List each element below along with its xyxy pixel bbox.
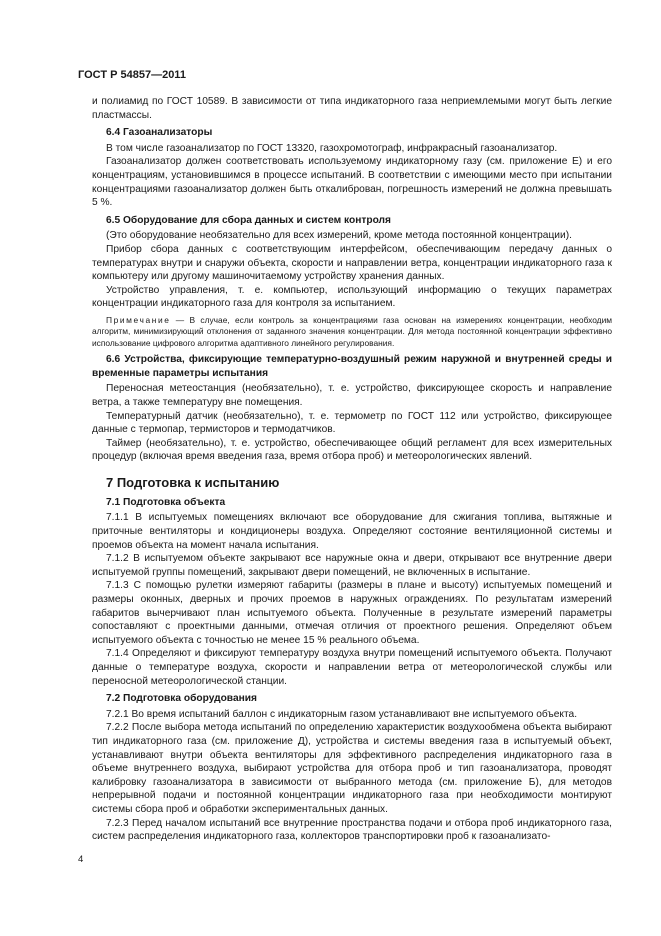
note-label: Примечание xyxy=(106,314,171,325)
section-heading: 7 Подготовка к испытанию xyxy=(106,474,280,490)
paragraph: В том числе газоанализатор по ГОСТ 13320, газохромотограф, инфракрасный газоанализатор. xyxy=(106,142,558,154)
paragraph: Прибор сбора данных с соответствующим интерфейсом, обеспечивающим передачу данных о температурах внутри и снаружи объекта, скорости и направлении ветра, концентрации индикаторного газа к компьютеру или другому машиночитаемому устройству хранения данных. xyxy=(92,243,612,283)
paragraph: 7.1.4 Определяют и фиксируют температуру воздуха внутри помещений испытуемого объекта. Получают данные о температуре воздуха, скорости и направлении ветра от метеорологической службы или переносной метеорологической станции. xyxy=(92,648,612,687)
subsection-heading: 7.2 Подготовка оборудования xyxy=(106,693,257,705)
page-number: 4 xyxy=(78,854,84,865)
paragraph: 7.1.3 С помощью рулетки измеряют габариты (размеры в плане и высоту) испытуемых помещений и размеры оконных, дверных и прочих проемов в наружных ограждениях. По результатам измерений габаритов вычерчивают план испытуемого объекта. Полученные в результате измерений параметры сопоставляют с проектными данными, отмечая отличия от проектного решения. Определяют объем испытуемого объекта с точностью не менее 15 % реального объема. xyxy=(92,580,612,646)
document-header: ГОСТ Р 54857—2011 xyxy=(78,69,186,81)
subsection-heading: 7.1 Подготовка объекта xyxy=(106,496,226,508)
paragraph: 7.2.3 Перед началом испытаний все внутренние пространства подачи и отбора проб индикаторного газа, систем распределения индикаторного газа, коллекторов транспортировки проб к газоанализато- xyxy=(92,817,612,843)
note xyxy=(92,315,612,349)
subsection-heading: 6.4 Газоанализаторы xyxy=(106,127,213,139)
paragraph: Переносная метеостанция (необязательно), т. е. устройство, фиксирующее скорость и направление ветра, а также температуру вне помещения. xyxy=(92,383,612,408)
paragraph: 7.1.1 В испытуемых помещениях включают все оборудование для сжигания топлива, вытяжные и приточные вентиляторы и кондиционеры воздуха. Определяют состояние вентиляционной системы и проемов объекта на момент начала испытания. xyxy=(92,512,612,551)
paragraph: Газоанализатор должен соответствовать используемому индикаторному газу (см. приложение Е) и его концентрациям, установившимся в процессе испытаний. В соответствии с имеющими место при испытании концентрациями газоанализатор должен быть откалиброван, погрешность измерений не должна превышать 5 %. xyxy=(92,156,612,209)
paragraph: Таймер (необязательно), т. е. устройство, обеспечивающее общий регламент для всех измерительных процедур (включая время введения газа, время отбора проб) и метеорологических явлений. xyxy=(92,437,612,463)
paragraph: Температурный датчик (необязательно), т. е. термометр по ГОСТ 112 или устройство, фиксирующее данные с термопар, термисторов и термодатчиков. xyxy=(92,410,612,436)
paragraph: 7.2.2 После выбора метода испытаний по определению характеристик воздухообмена объекта выбирают тип индикаторного газа (см. приложение Д), устройства и системы введения газа в испытуемый объект, устанавливают внутри объекта вентиляторы для эффективного распределения индикаторного газа в объеме внутреннего воздуха, выбирают устройства для отбора проб и тип газоанализатора, проводят калибровку газоанализатора в зависимости от выбранного метода (см. приложение Б), для методов непрерывной подачи и постоянной концентрации индикаторного газа при необходимости монтируют системы сбора проб и обработки экспериментальных данных. xyxy=(92,722,612,815)
paragraph: (Это оборудование необязательно для всех измерений, кроме метода постоянной концентрации). xyxy=(106,230,572,242)
paragraph: Устройство управления, т. е. компьютер, использующий информацию о текущих параметрах концентрации индикаторного газа для контроля за испытанием. xyxy=(92,284,612,310)
paragraph: 7.1.2 В испытуемом объекте закрывают все наружные окна и двери, открывают все внутренние двери испытуемой группы помещений, закрывают двери помещений, не включенных в испытание. xyxy=(92,553,612,578)
subsection-heading: 6.5 Оборудование для сбора данных и систем контроля xyxy=(106,214,391,226)
subsection-heading: 6.6 Устройства, фиксирующие температурно-воздушный режим наружной и внутренней среды и временные параметры испытания xyxy=(92,354,612,379)
paragraph: 7.2.1 Во время испытаний баллон с индикаторным газом устанавливают вне испытуемого объекта. xyxy=(106,708,578,720)
document-body xyxy=(92,95,612,844)
paragraph: и полиамид по ГОСТ 10589. В зависимости от типа индикаторного газа неприемлемыми могут быть легкие пластмассы. xyxy=(92,96,612,121)
note-text: — В случае, если контроль за концентрациями газа основан на измерениях концентрации, необходим алгоритм, минимизирующий отклонения от заданного значения концентрации. Для метода постоянной концентрации эффективно использование цифрового алгоритма адаптивного линейного регулирования. xyxy=(92,314,612,348)
